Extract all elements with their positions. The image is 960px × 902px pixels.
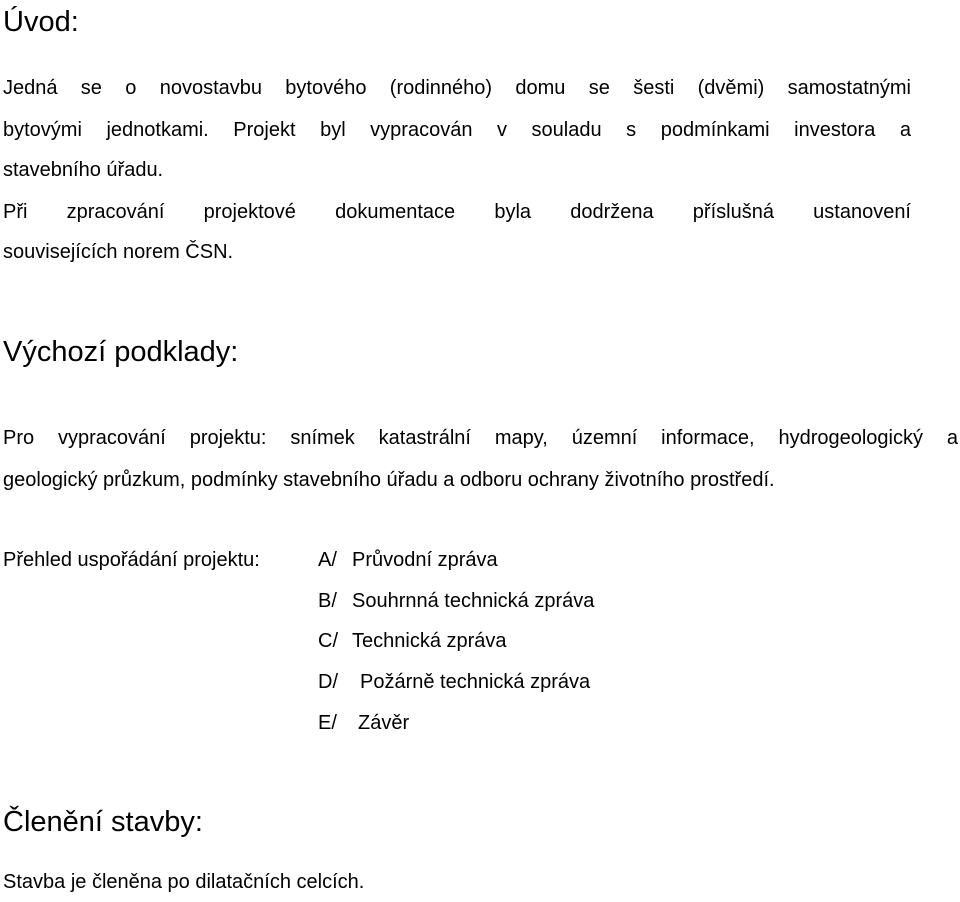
overview-item-b: [318, 581, 594, 621]
sources-heading: Výchozí podklady:: [3, 336, 239, 368]
overview-item-text: Technická zpráva: [352, 630, 507, 652]
sources-paragraph-line-2: geologický průzkum, podmínky stavebního úřadu a odboru ochrany životního prostředí.: [3, 469, 775, 491]
overview-item-code: D/: [318, 671, 338, 693]
intro-paragraph-line-5: souvisejících norem ČSN.: [3, 241, 234, 263]
overview-item-a: [318, 540, 498, 580]
division-heading: Členění stavby:: [3, 806, 203, 838]
intro-heading: Úvod:: [3, 6, 79, 38]
overview-item-c: [318, 621, 507, 661]
intro-paragraph-line-3: stavebního úřadu.: [3, 159, 164, 181]
overview-item-e: [318, 703, 409, 743]
overview-item-text: Závěr: [358, 712, 410, 734]
overview-item-text: Průvodní zpráva: [352, 549, 498, 571]
overview-item-code: B/: [318, 590, 337, 612]
overview-item-d: [318, 662, 590, 702]
intro-paragraph-line-4: Při zpracování projektové dokumentace byla dodržena příslušná ustanovení: [3, 201, 911, 223]
intro-paragraph-line-2: bytovými jednotkami. Projekt byl vypracován v souladu s podmínkami investora a: [3, 119, 911, 141]
division-text: Stavba je členěna po dilatačních celcích.: [3, 871, 365, 893]
overview-item-code: A/: [318, 549, 337, 571]
overview-item-code: C/: [318, 630, 338, 652]
intro-paragraph-line-1: Jedná se o novostavbu bytového (rodinného) domu se šesti (dvěmi) samostatnými: [3, 77, 911, 99]
overview-item-code: E/: [318, 712, 337, 734]
overview-item-text: Požárně technická zpráva: [360, 671, 591, 693]
overview-label: Přehled uspořádání projektu:: [3, 549, 260, 571]
overview-item-text: Souhrnná technická zpráva: [352, 590, 595, 612]
sources-paragraph-line-1: Pro vypracování projektu: snímek katastrální mapy, územní informace, hydrogeologický a: [3, 427, 958, 449]
